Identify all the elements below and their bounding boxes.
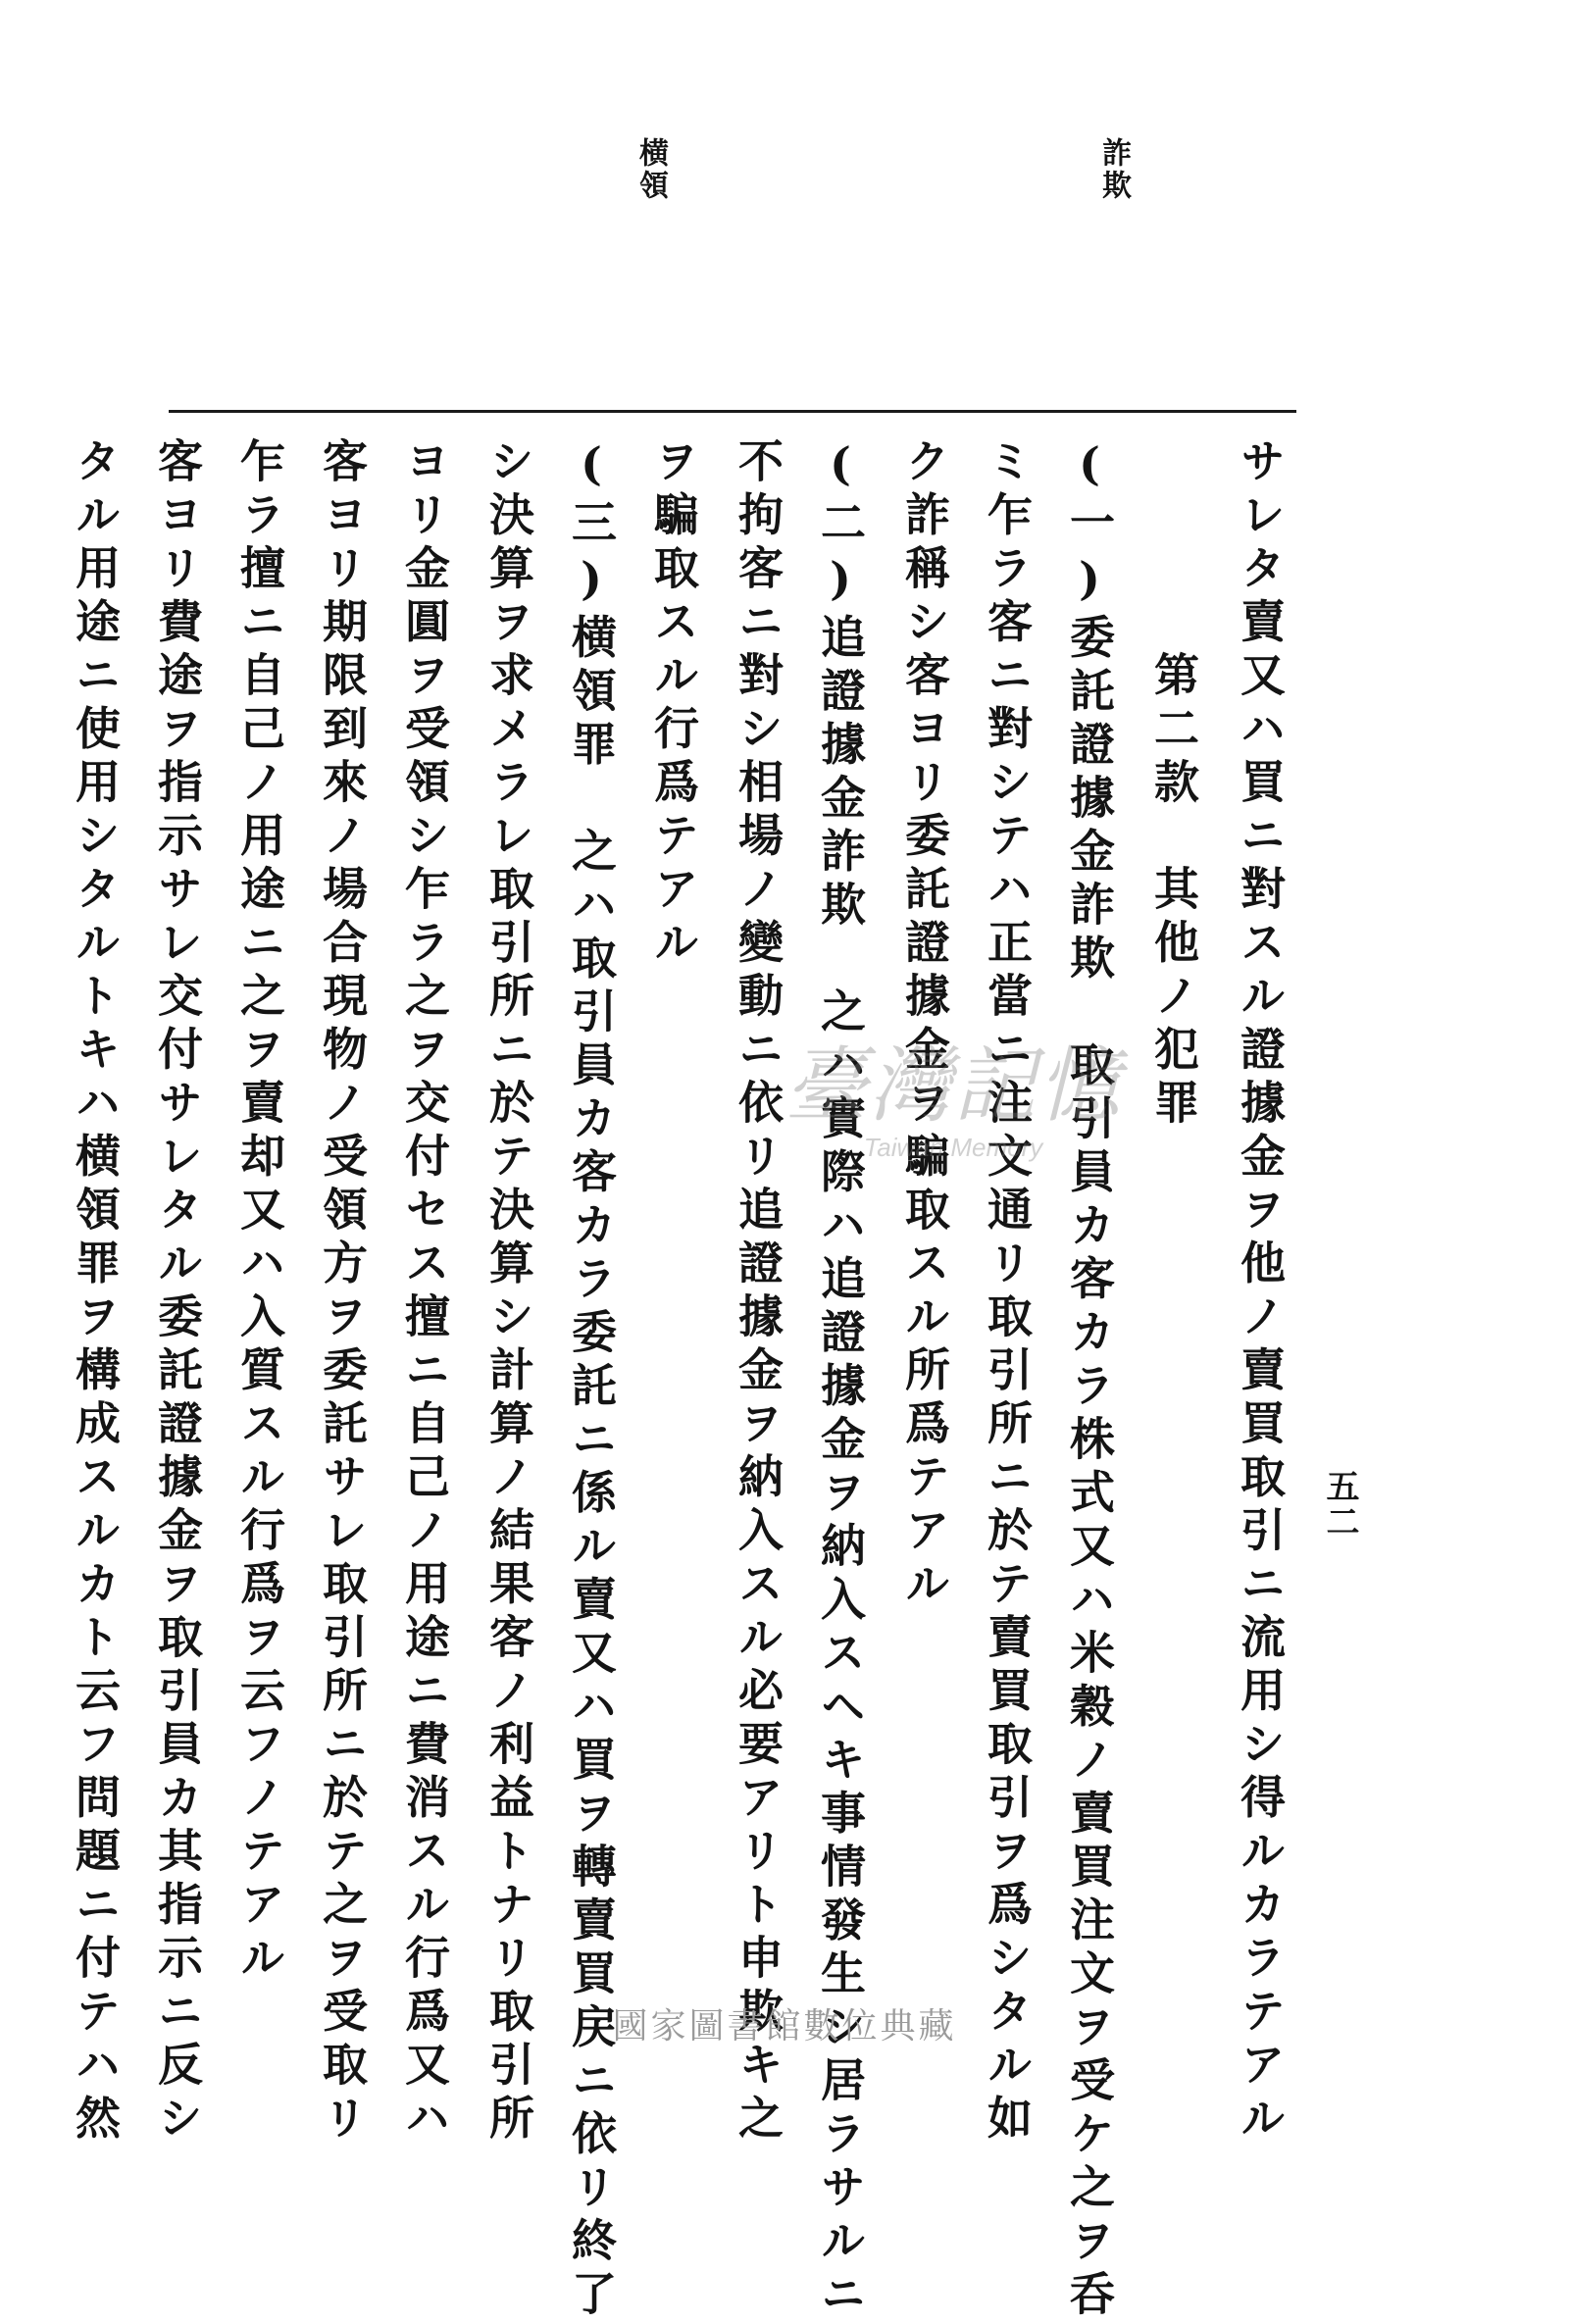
text-column: (三)横領罪 之ハ取引員カ客カラ委託ニ係ル賣又ハ買ヲ轉賣買戻ニ依リ終了	[565, 437, 618, 2324]
text-column: 乍ラ擅ニ自己ノ用途ニ之ヲ賣却又ハ入質スル行爲ヲ云フノテアル	[233, 437, 286, 1988]
text-column: 不拘客ニ對シ相場ノ變動ニ依リ追證據金ヲ納入スル必要アリト申欺キ之	[732, 437, 784, 2147]
text-column: サレタ賣又ハ買ニ對スル證據金ヲ他ノ賣買取引ニ流用シ得ルカラテアル	[1234, 437, 1287, 2147]
archive-footer: 國家圖書館數位典藏	[612, 2006, 957, 2046]
text-column: シ決算ヲ求メラレ取引所ニ於テ決算シ計算ノ結果客ノ利益トナリ取引所	[482, 437, 535, 2147]
text-column: 客ヨリ費途ヲ指示サレ交付サレタル委託證據金ヲ取引員カ其指示ニ反シ	[151, 437, 204, 2147]
running-header-fraud: 詐欺	[1096, 137, 1131, 202]
text-column: ク詐稱シ客ヨリ委託證據金ヲ騙取スル所爲テアル	[898, 437, 951, 1613]
watermark-logo	[784, 1020, 1122, 1163]
text-column: 客ヨリ期限到來ノ場合現物ノ受領方ヲ委託サレ取引所ニ於テ之ヲ受取リ	[316, 437, 369, 2147]
section-heading: 第二款 其他ノ犯罪	[1147, 651, 1200, 1133]
text-column: タル用途ニ使用シタルトキハ横領罪ヲ構成スルカト云フ問題ニ付テハ然	[69, 437, 122, 2147]
text-column: ヨリ金圓ヲ受領シ乍ラ之ヲ交付セス擅ニ自己ノ用途ニ費消スル行爲又ハ	[398, 437, 451, 2147]
text-column: (一)委託證據金詐欺 取引員カ客カラ株式又ハ米穀ノ賣買注文ヲ受ケ之ヲ呑	[1063, 437, 1116, 2324]
running-header-embezzlement: 横領	[633, 137, 668, 202]
text-column: (二)追證據金詐欺 之ハ實際ハ追證據金ヲ納入スヘキ事情發生シ居ラサルニ	[814, 437, 867, 2324]
text-column: ミ乍ラ客ニ對シテハ正當ニ注文通リ取引所ニ於テ賣買取引ヲ爲シタル如	[981, 437, 1034, 2147]
watermark-cjk: 臺灣記憶	[784, 1037, 1123, 1134]
page-number: 五二	[1320, 1469, 1359, 1540]
text-column: ヲ騙取スル行爲テアル	[647, 437, 700, 972]
header-divider	[169, 410, 1296, 413]
watermark-en: Taiwan Memory	[863, 1133, 1043, 1162]
